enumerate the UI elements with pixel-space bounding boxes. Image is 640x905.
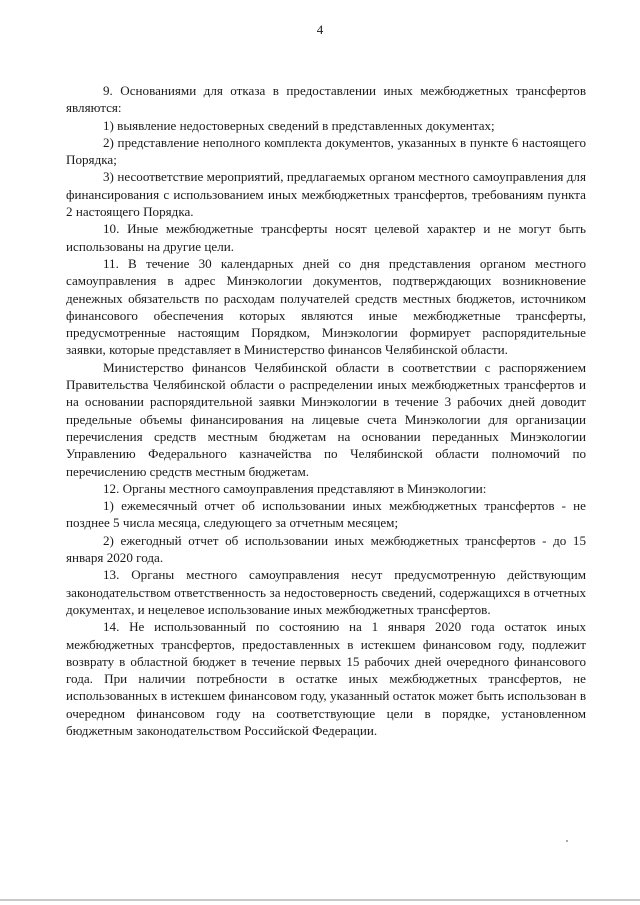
paragraph-12-item-2: 2) ежегодный отчет об использовании иных межбюджетных трансфертов - до 15 января 2020 года.	[66, 532, 586, 566]
paragraph-13: 13. Органы местного самоуправления несут предусмотренную действующим законодательством ответственность за недостоверность сведений, содержащихся в отчетных документах, и нецелевое использование иных межбюджетных трансфертов.	[66, 567, 586, 617]
scan-speck	[566, 840, 568, 842]
paragraph-12: 12. Органы местного самоуправления представляют в Минэкологии:	[103, 480, 487, 496]
document-body	[66, 82, 586, 739]
paragraph-11: 11. В течение 30 календарных дней со дня представления органом местного самоуправления в адрес Минэкологии документов, подтверждающих возникновение денежных обязательств по расходам получателей средств местных бюджетов, источником финансового обеспечения которых являются иные межбюджетные трансферты, предусмотренные настоящим Порядком, Минэкологии формирует распорядительные заявки, которые представляет в Министерство финансов Челябинской области.	[66, 255, 586, 358]
paragraph-10: 10. Иные межбюджетные трансферты носят целевой характер и не могут быть использованы на другие цели.	[66, 221, 586, 254]
paragraph-14: 14. Не использованный по состоянию на 1 января 2020 года остаток иных межбюджетных трансфертов, предоставленных в истекшем финансовом году, подлежит возврату в областной бюджет в течение первых 15 рабочих дней очередного финансового года. При наличии потребности в остатке иных межбюджетных трансфертов, не использованных в истекшем финансовом году, указанный остаток может быть использован в очередном финансовом году на соответствующие цели в порядке, установленном бюджетным законодательством Российской Федерации.	[66, 619, 586, 738]
paragraph-9-item-2: 2) представление неполного комплекта документов, указанных в пункте 6 настоящего Порядка;	[66, 134, 586, 168]
paragraph-9-item-1: 1) выявление недостоверных сведений в представленных документах;	[103, 117, 495, 133]
page-number: 4	[316, 22, 324, 37]
paragraph-11-continued: Министерство финансов Челябинской области в соответствии с распоряжением Правительства Челябинской области о распределении иных межбюджетных трансфертов и на основании распорядительной заявки Минэкологии в течение 3 рабочих дней доводит предельные объемы финансирования на лицевые счета Минэкологии для организации перечисления средств местным бюджетам на основании переданных Минэкологии Управлению Федерального казначейства по Челябинской области полномочий по перечислению средств местным бюджетам.	[66, 359, 586, 479]
paragraph-12-item-1: 1) ежемесячный отчет об использовании иных межбюджетных трансфертов - не позднее 5 числа месяца, следующего за отчетным месяцем;	[66, 498, 586, 531]
paragraph-9: 9. Основаниями для отказа в предоставлении иных межбюджетных трансфертов являются:	[66, 83, 586, 116]
paragraph-9-item-3: 3) несоответствие мероприятий, предлагаемых органом местного самоуправления для финансирования с использованием иных межбюджетных трансфертов, требованиям пункта 2 настоящего Порядка.	[66, 169, 586, 220]
scan-bottom-edge	[0, 899, 640, 901]
